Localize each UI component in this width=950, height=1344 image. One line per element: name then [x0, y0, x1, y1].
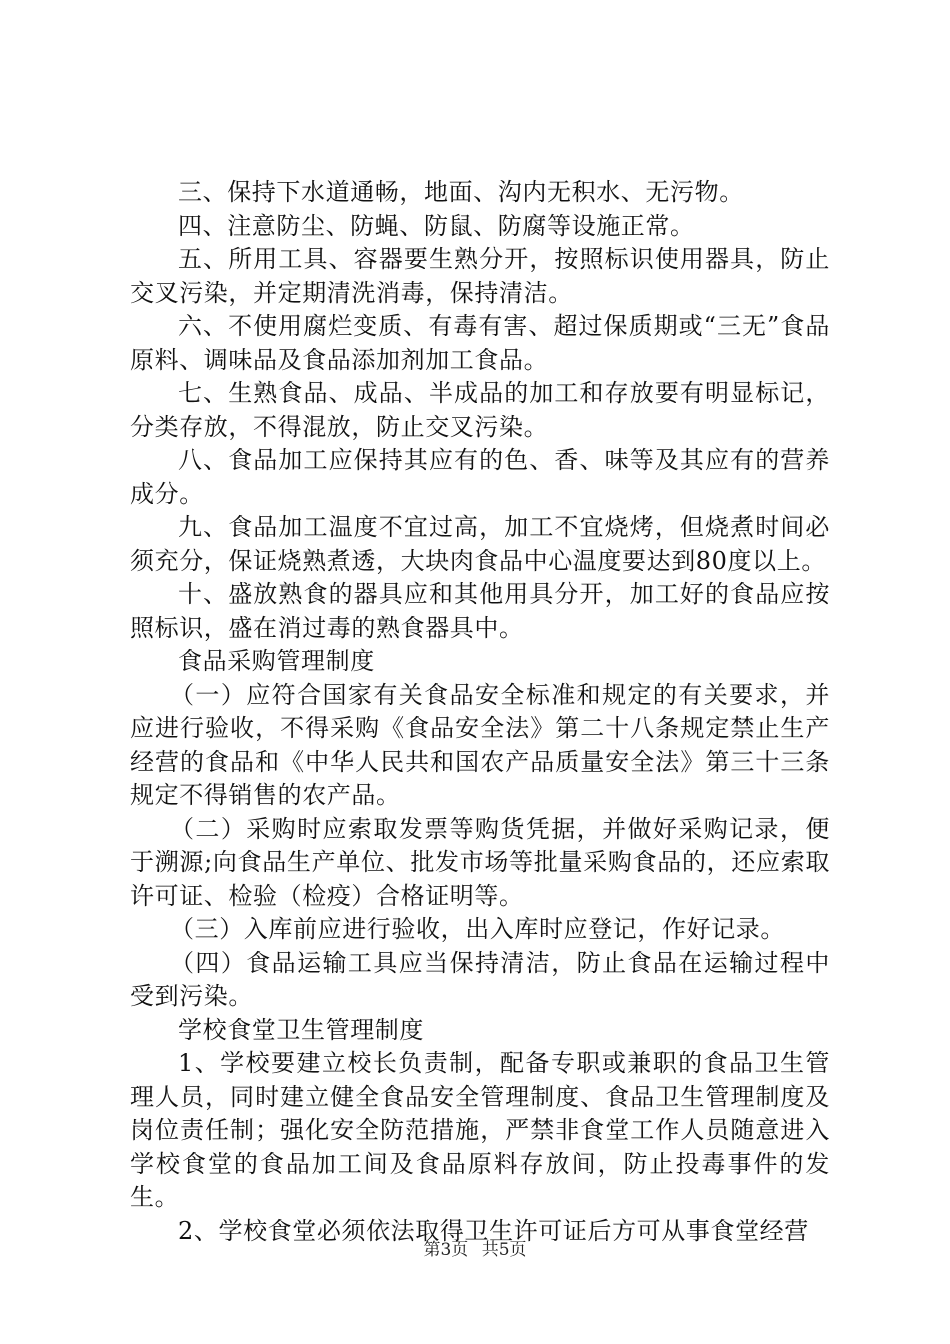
paragraph: （三）入库前应进行验收，出入库时应登记，作好记录。 — [170, 915, 785, 943]
paragraph: 五、所用工具、容器要生熟分开，按照标识使用器具，防止交叉污染，并定期清洗消毒，保持清洁。 — [130, 245, 830, 307]
paragraph: 八、食品加工应保持其应有的色、香、味等及其应有的营养成分。 — [130, 446, 830, 508]
section-heading: 食品采购管理制度 — [178, 647, 375, 675]
section-heading: 学校食堂卫生管理制度 — [178, 1015, 424, 1044]
paragraph: 四、注意防尘、防蝇、防鼠、防腐等设施正常。 — [178, 211, 695, 240]
paragraph: （二）采购时应索取发票等购货凭据，并做好采购记录，便于溯源;向食品生产单位、批发市场等批量采购食品的，还应索取许可证、检验（检疫）合格证明等。 — [130, 814, 830, 910]
paragraph: 2、学校食堂必须依法取得卫生许可证后方可从事食堂经营 — [178, 1216, 809, 1245]
page-number: 第3页 — [423, 1240, 469, 1260]
paragraph: （一）应符合国家有关食品安全标准和规定的有关要求，并应进行验收，不得采购《食品安全法》第二十八条规定禁止生产经营的食品和《中华人民共和国农产品质量安全法》第三十三条规定不得销售的农产品。 — [130, 680, 830, 809]
document-body — [130, 176, 830, 1248]
paragraph: 1、学校要建立校长负责制，配备专职或兼职的食品卫生管理人员，同时建立健全食品安全管理制度、食品卫生管理制度及岗位责任制；强化安全防范措施，严禁非食堂工作人员随意进入学校食堂的食品加工间及食品原料存放间，防止投毒事件的发生。 — [130, 1049, 830, 1211]
paragraph: 九、食品加工温度不宜过高，加工不宜烧烤，但烧煮时间必须充分，保证烧熟煮透，大块肉食品中心温度要达到80度以上。 — [130, 513, 830, 575]
paragraph: （四）食品运输工具应当保持清洁，防止食品在运输过程中受到污染。 — [130, 948, 830, 1010]
paragraph: 六、不使用腐烂变质、有毒有害、超过保质期或“三无”食品原料、调味品及食品添加剂加工食品。 — [130, 312, 830, 374]
paragraph: 十、盛放熟食的器具应和其他用具分开，加工好的食品应按照标识，盛在消过毒的熟食器具中。 — [130, 580, 830, 642]
paragraph: 七、生熟食品、成品、半成品的加工和存放要有明显标记，分类存放，不得混放，防止交叉污染。 — [130, 379, 830, 441]
page-footer — [0, 1240, 950, 1260]
page-total: 共5页 — [481, 1240, 527, 1260]
paragraph: 三、保持下水道通畅，地面、沟内无积水、无污物。 — [178, 178, 744, 206]
